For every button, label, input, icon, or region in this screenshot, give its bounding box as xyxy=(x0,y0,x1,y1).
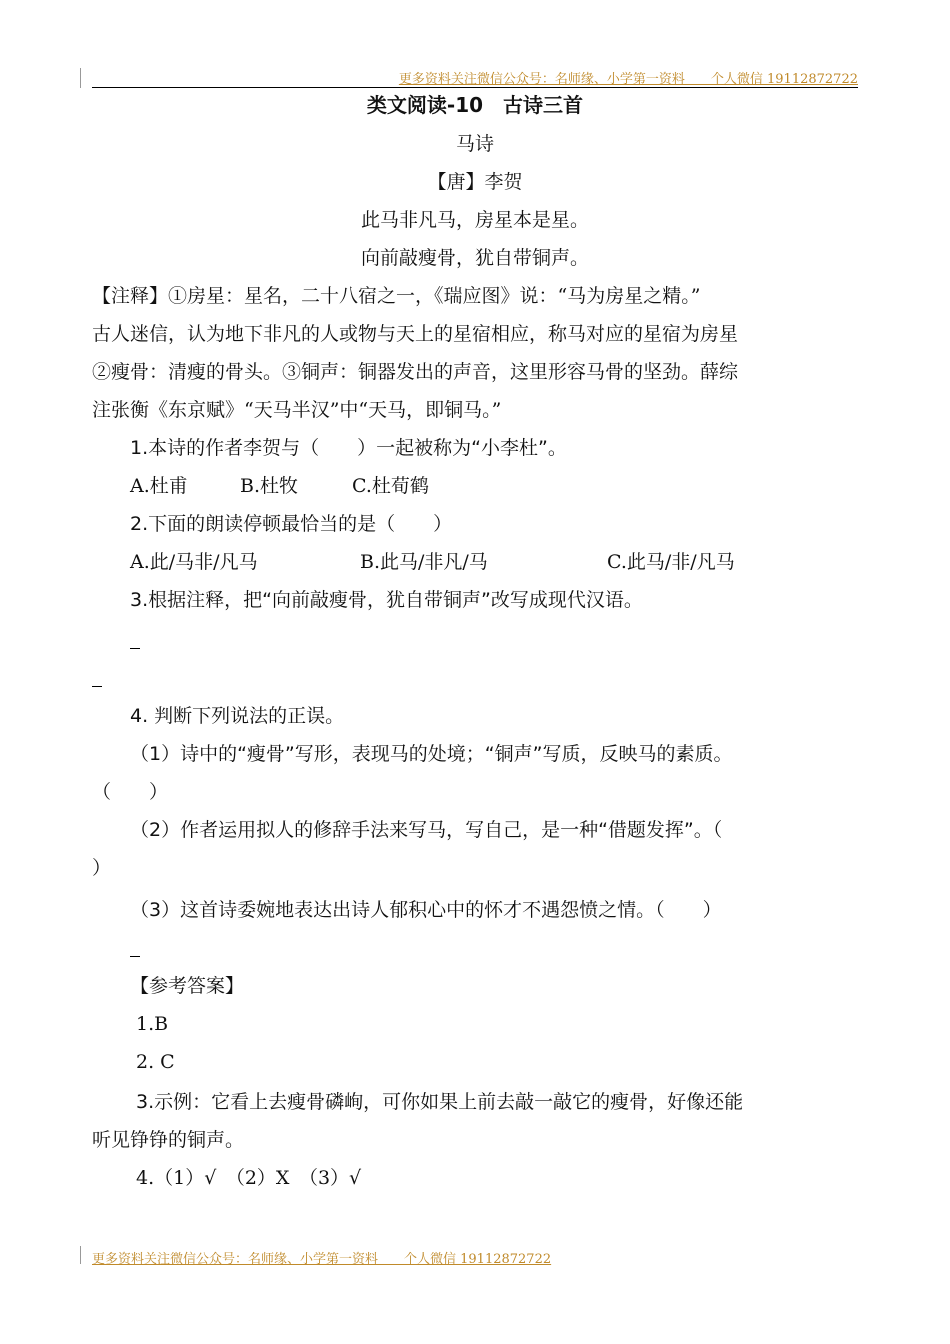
q4-item-1: （1）诗中的“瘦骨”写形，表现马的处境；“铜声”写质，反映马的素质。 xyxy=(130,743,733,765)
q2-option-c: C.此马/非/凡马 xyxy=(607,551,735,573)
answer-2: 2. C xyxy=(136,1051,175,1073)
q1-option-c: C.杜荀鹤 xyxy=(352,475,429,497)
question-4: 4. 判断下列说法的正误。 xyxy=(130,705,345,727)
q4-item-2-bracket: ） xyxy=(92,857,112,879)
q1-option-a: A.杜甫 xyxy=(130,475,188,497)
q4-item-2: （2）作者运用拟人的修辞手法来写马，写自己，是一种“借题发挥”。（ xyxy=(130,819,723,841)
answer-3-line-1: 3.示例：它看上去瘦骨磷峋，可你如果上前去敲一敲它的瘦骨，好像还能 xyxy=(136,1091,744,1113)
note-line-3: ②瘦骨：清瘦的骨头。③铜声：铜器发出的声音，这里形容马骨的坚劲。薛综 xyxy=(92,361,739,383)
answer-4: 4.（1）√ （2）X （3）√ xyxy=(136,1167,362,1189)
poem-line-1: 此马非凡马，房星本是星。 xyxy=(360,209,589,231)
header-rule xyxy=(92,87,858,88)
answers-heading: 【参考答案】 xyxy=(130,975,245,997)
header-note[interactable]: 更多资料关注微信公众号：名师缘、小学第一资料 个人微信 19112872722 xyxy=(398,72,858,87)
q4-item-1-bracket: （ ） xyxy=(92,781,169,803)
answer-blank-2[interactable] xyxy=(92,686,102,687)
answer-1: 1.B xyxy=(136,1013,169,1035)
note-line-1: 【注释】①房星：星名，二十八宿之一，《瑞应图》说：“马为房星之精。” xyxy=(92,285,701,307)
q2-option-a: A.此/马非/凡马 xyxy=(130,551,258,573)
answer-3-line-2: 听见铮铮的铜声。 xyxy=(92,1129,245,1151)
q4-item-3: （3）这首诗委婉地表达出诗人郁积心中的怀才不遇怨愤之情。（ ） xyxy=(130,899,722,921)
q2-option-b: B.此马/非凡/马 xyxy=(360,551,488,573)
answer-blank-1[interactable] xyxy=(130,648,140,649)
footer-note[interactable]: 更多资料关注微信公众号：名师缘、小学第一资料 个人微信 19112872722 xyxy=(92,1252,552,1267)
header-tick xyxy=(80,68,81,88)
q1-option-b: B.杜牧 xyxy=(240,475,299,497)
note-line-2: 古人迷信，认为地下非凡的人或物与天上的星宿相应，称马对应的星宿为房星 xyxy=(92,323,739,345)
page-title: 类文阅读-10 古诗三首 xyxy=(366,93,584,117)
poem-title: 马诗 xyxy=(455,133,494,155)
footer-tick xyxy=(80,1246,81,1264)
poem-author: 【唐】李贺 xyxy=(427,171,523,193)
question-1: 1.本诗的作者李贺与（ ）一起被称为“小李杜”。 xyxy=(130,437,567,459)
question-3: 3.根据注释，把“向前敲瘦骨，犹自带铜声”改写成现代汉语。 xyxy=(130,589,643,611)
note-line-4: 注张衡《东京赋》“天马半汉”中“天马，即铜马。” xyxy=(92,399,502,421)
poem-line-2: 向前敲瘦骨，犹自带铜声。 xyxy=(360,247,589,269)
answer-blank-3[interactable] xyxy=(130,956,140,957)
question-2: 2.下面的朗读停顿最恰当的是（ ） xyxy=(130,513,453,535)
